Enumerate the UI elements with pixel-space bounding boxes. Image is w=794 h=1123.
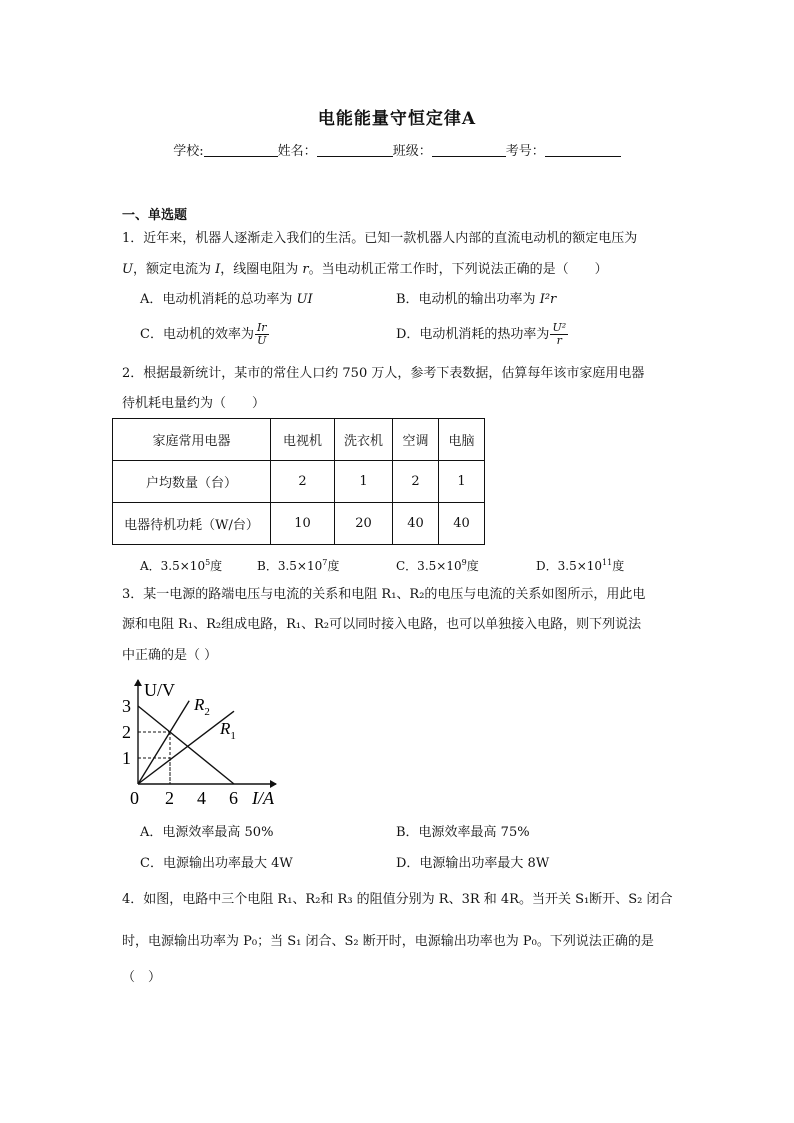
x-tick-label: 4 (197, 788, 206, 808)
exponent: 11 (602, 558, 613, 567)
r2-label: $R_2$ (194, 695, 210, 718)
fraction-denominator: r (556, 334, 562, 347)
exponent: 7 (322, 558, 328, 567)
q3-option-c[interactable]: C．电源输出功率最大 4W (140, 856, 293, 871)
u-i-graph (118, 676, 288, 812)
section-title: 一、单选题 (122, 208, 188, 223)
student-info-row (0, 140, 794, 159)
series-line-2 (138, 701, 189, 784)
fraction-denominator: U (257, 334, 267, 347)
school-blank[interactable] (204, 143, 278, 157)
y-tick-label: 1 (122, 748, 131, 768)
q1-option-a[interactable] (140, 292, 313, 308)
option-text: A．3.5×10 (140, 559, 206, 573)
q1-text: ，额定电流为 (132, 262, 216, 277)
y-tick-label: 2 (122, 722, 131, 742)
r1-label: $R_1$ (220, 719, 236, 742)
q3-option-a[interactable]: A．电源效率最高 50% (140, 825, 274, 840)
option-text: B．电动机的输出功率为 (396, 292, 540, 307)
table-row (113, 461, 485, 503)
option-text: B．3.5×10 (257, 559, 323, 573)
q1-option-b[interactable] (396, 292, 556, 308)
table-cell: 2 (271, 461, 335, 503)
name-blank[interactable] (317, 143, 393, 157)
exponent: 5 (205, 558, 211, 567)
page-title: 电能能量守恒定律A (317, 109, 477, 129)
option-text: D．电动机消耗的热功率为 (396, 327, 550, 342)
x-tick-label: 2 (165, 788, 174, 808)
q1-stem-line2 (122, 262, 682, 278)
q2-option-a[interactable] (140, 555, 222, 574)
number-blank[interactable] (545, 143, 621, 157)
table-cell: 1 (439, 461, 485, 503)
q3-option-b[interactable]: B．电源效率最高 75% (396, 825, 530, 840)
y-tick-label: 3 (122, 696, 131, 716)
table-cell: 2 (393, 461, 439, 503)
table-cell: 电视机 (271, 419, 335, 461)
q1-var-r: r (302, 262, 309, 277)
x-axis-label: I/A (252, 788, 274, 808)
option-math: UI (296, 292, 313, 307)
table-cell: 40 (439, 503, 485, 545)
fraction-numerator: U² (552, 321, 567, 334)
unit: 度 (466, 559, 479, 573)
option-math: I²r (539, 292, 557, 307)
q4-stem-line3: （ ） (122, 970, 162, 985)
q2-option-b[interactable] (257, 555, 339, 574)
q1-text: ，线圈电阻为 (220, 262, 303, 277)
q3-option-d[interactable]: D．电源输出功率最大 8W (396, 856, 550, 871)
table-cell: 10 (271, 503, 335, 545)
option-text: C．3.5×10 (396, 559, 462, 573)
option-text: A．电动机消耗的总功率为 (140, 292, 297, 307)
q2-option-c[interactable] (396, 555, 479, 574)
option-text: C．电动机的效率为 (140, 327, 254, 342)
unit: 度 (210, 559, 223, 573)
q4-stem-line2: 时，电源输出功率为 P₀；当 S₁ 闭合、S₂ 断开时，电源输出功率也为 P₀。下列说法正确的是 (122, 934, 654, 949)
fraction (550, 322, 568, 347)
q1-var-i: I (215, 262, 221, 277)
origin-label: 0 (130, 788, 139, 808)
school-label: 学校: (173, 144, 204, 159)
q1-text: 。当电动机正常工作时，下列说法正确的是（ ） (308, 262, 608, 277)
q2-stem-line2: 待机耗电量约为（ ） (122, 396, 266, 411)
table-row (113, 503, 485, 545)
q3-stem-line2: 源和电阻 R₁、R₂组成电路，R₁、R₂可以同时接入电路，也可以单独接入电路，则下列说法 (122, 617, 642, 632)
fraction-numerator: Ir (256, 321, 267, 334)
q1-var-u: U (122, 262, 133, 277)
y-axis-label: U/V (144, 680, 175, 700)
table-cell: 空调 (393, 419, 439, 461)
exponent: 9 (461, 558, 467, 567)
table-cell: 家庭常用电器 (113, 419, 271, 461)
q3-stem-line1: 3．某一电源的路端电压与电流的关系和电阻 R₁、R₂的电压与电流的关系如图所示，用此电 (122, 587, 646, 602)
table-cell: 电脑 (439, 419, 485, 461)
name-label: 姓名： (277, 144, 317, 159)
table-cell: 40 (393, 503, 439, 545)
q1-option-d[interactable] (396, 320, 569, 350)
q1-stem-line1: 1．近年来，机器人逐渐走入我们的生活。已知一款机器人内部的直流电动机的额定电压为 (122, 231, 638, 246)
q4-stem-line1: 4．如图，电路中三个电阻 R₁、R₂和 R₃ 的阻值分别为 R、3R 和 4R。当开关 S₁断开、S₂ 闭合 (122, 892, 673, 907)
unit: 度 (612, 559, 625, 573)
number-label: 考号： (505, 144, 545, 159)
table-cell: 洗衣机 (335, 419, 393, 461)
option-text: D．3.5×10 (536, 559, 603, 573)
q2-stem-line1: 2．根据最新统计，某市的常住人口约 750 万人，参考下表数据，估算每年该市家庭用电器 (122, 366, 645, 381)
table-cell: 20 (335, 503, 393, 545)
class-label: 班级： (392, 144, 432, 159)
q3-stem-line3: 中正确的是（ ） (122, 648, 218, 663)
table-cell: 1 (335, 461, 393, 503)
x-tick-label: 6 (229, 788, 238, 808)
appliance-table (112, 418, 485, 545)
fraction (255, 322, 269, 347)
table-cell: 电器待机功耗（W/台） (113, 503, 271, 545)
q2-option-d[interactable] (536, 555, 624, 574)
unit: 度 (327, 559, 340, 573)
table-header-row (113, 419, 485, 461)
q1-option-c[interactable] (140, 320, 270, 350)
table-cell: 户均数量（台） (113, 461, 271, 503)
graph-lines (138, 701, 234, 784)
class-blank[interactable] (432, 143, 506, 157)
